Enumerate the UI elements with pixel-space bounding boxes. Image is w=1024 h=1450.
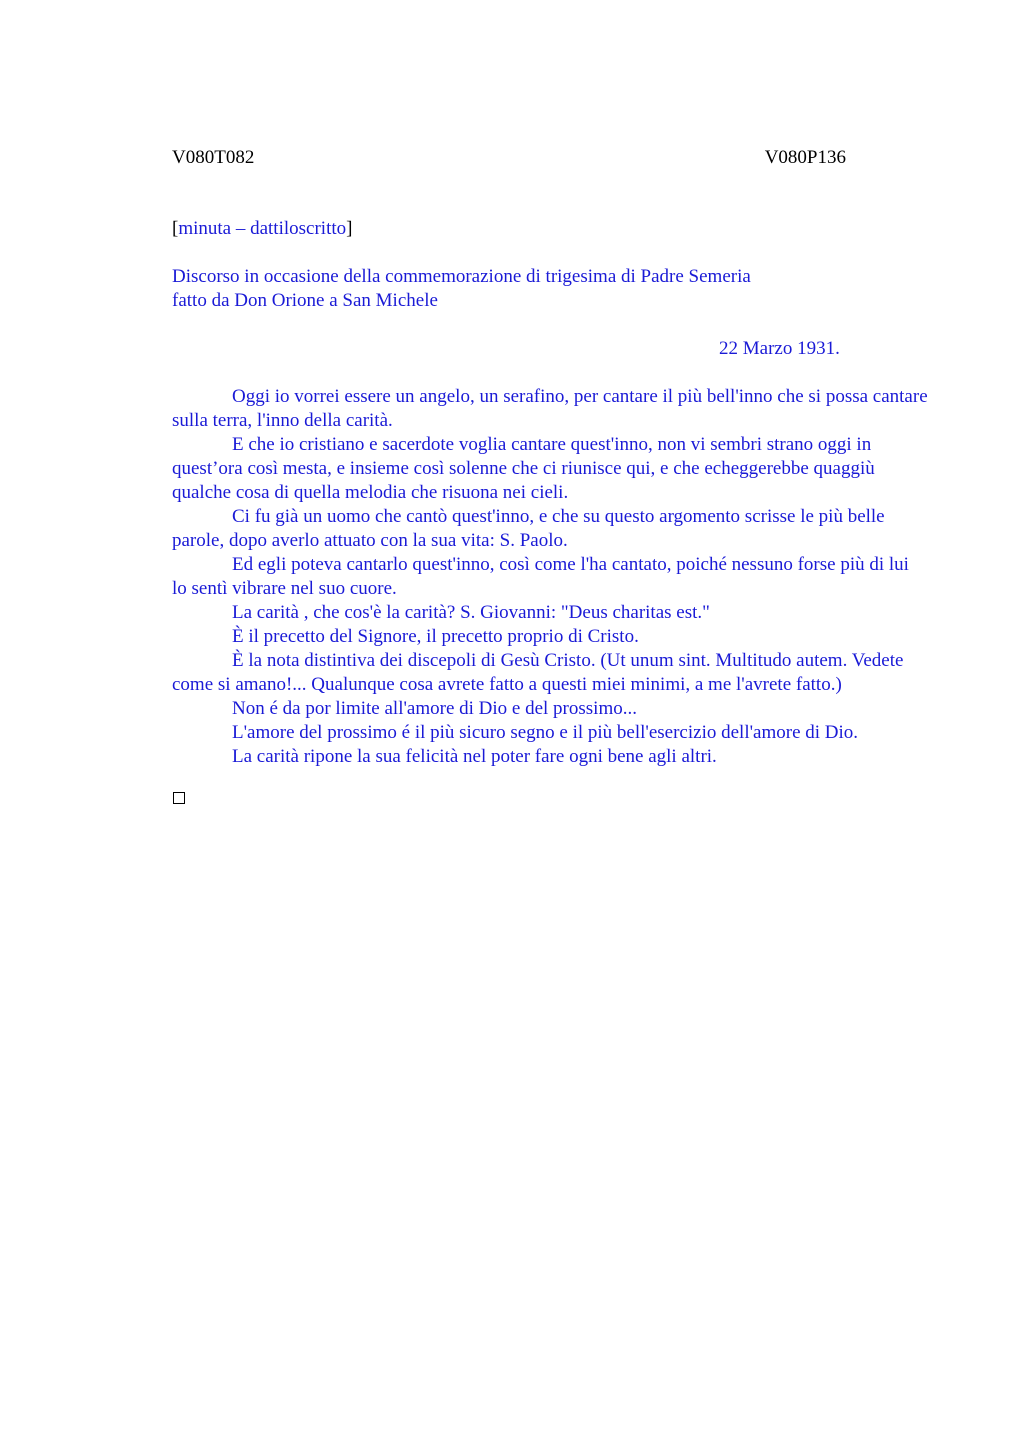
paragraph: Non é da por limite all'amore di Dio e del prossimo... xyxy=(232,698,637,719)
document-date: 22 Marzo 1931. xyxy=(719,338,840,359)
document-title xyxy=(172,265,932,313)
paragraph: È il precetto del Signore, il precetto proprio di Cristo. xyxy=(232,626,639,647)
paragraph: Ci fu già un uomo che cantò quest'inno, e che su questo argomento scrisse le più belle parole, dopo averlo attuato con la sua vita: S. Paolo. xyxy=(172,506,885,551)
title-line-2: fatto da Don Orione a San Michele xyxy=(172,290,438,311)
paragraph: Oggi io vorrei essere un angelo, un serafino, per cantare il più bell'inno che si possa cantare sulla terra, l'inno della carità. xyxy=(172,386,928,431)
paragraph: La carità , che cos'è la carità? S. Giovanni: "Deus charitas est." xyxy=(232,602,710,623)
paragraph: È la nota distintiva dei discepoli di Gesù Cristo. (Ut unum sint. Multitudo autem. Vedete come si amano!... Qualunque cosa avrete fatto a questi miei minimi, a me l'avrete fatto.) xyxy=(172,650,904,695)
paragraph: La carità ripone la sua felicità nel poter fare ogni bene agli altri. xyxy=(232,746,717,767)
paragraph: Ed egli poteva cantarlo quest'inno, così come l'ha cantato, poiché nessuno forse più di lui lo sentì vibrare nel suo cuore. xyxy=(172,554,909,599)
document-type-note xyxy=(172,217,352,241)
paragraph: L'amore del prossimo é il più sicuro segno e il più bell'esercizio dell'amore di Dio. xyxy=(232,722,859,743)
note-close-bracket: ] xyxy=(346,218,353,239)
note-text: minuta – dattiloscritto xyxy=(178,218,347,239)
document-code-left: V080T082 xyxy=(172,147,255,168)
square-outline-icon xyxy=(173,792,185,804)
note-open-bracket: [ xyxy=(172,218,179,239)
document-code-right: V080P136 xyxy=(764,147,846,168)
title-line-1: Discorso in occasione della commemorazione di trigesima di Padre Semeria xyxy=(172,266,751,287)
document-body xyxy=(172,385,928,769)
paragraph: E che io cristiano e sacerdote voglia cantare quest'inno, non vi sembri strano oggi in quest’ora così mesta, e insieme così solenne che ci riunisce qui, e che echeggerebbe quaggiù qualche cosa di quella melodia che risuona nei cieli. xyxy=(172,434,875,503)
